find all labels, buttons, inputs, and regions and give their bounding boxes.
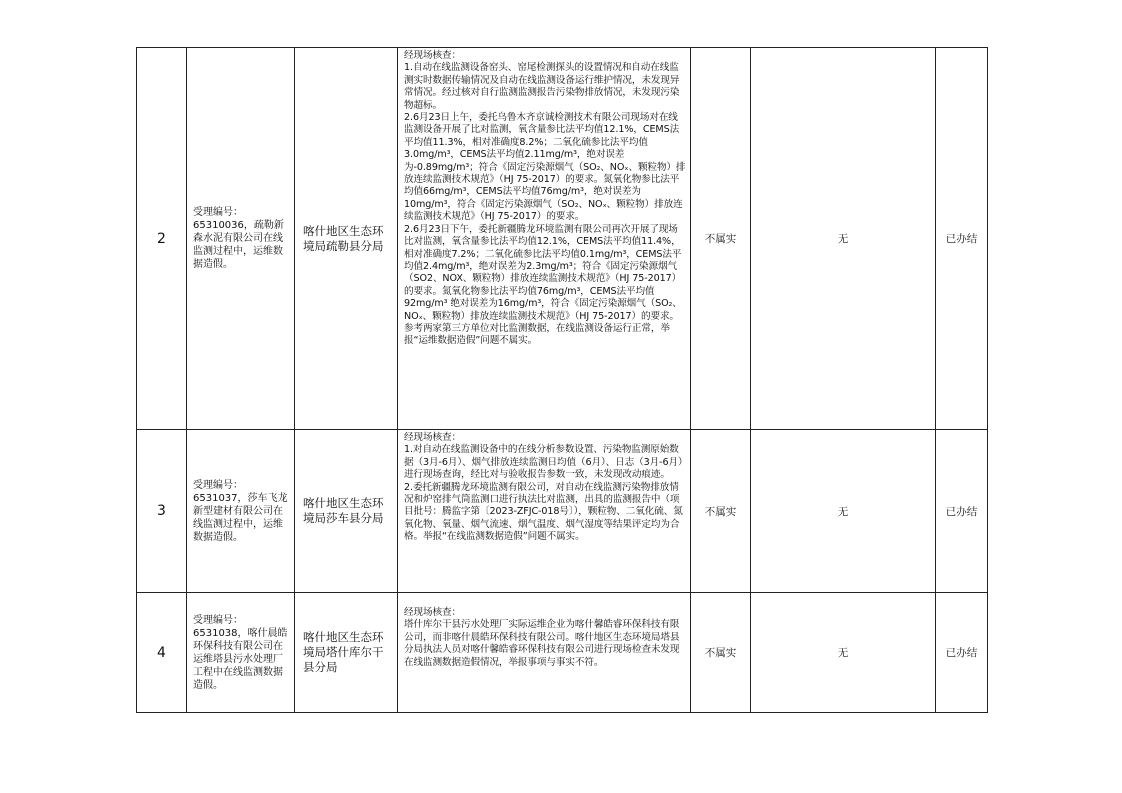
findings-paragraph: 1.自动在线监测设备窑头、窑尾检测探头的设置情况和自动在线监测实时数据传输情况及自动在线监测设备运行维护情况，未发现异常情况。经过核对自行监测监测报告污染物排放情况，未发现污染物超标。 bbox=[404, 62, 680, 111]
verdict: 不属实 bbox=[691, 48, 751, 430]
row-number: 2 bbox=[137, 48, 187, 430]
findings-paragraph: 经现场核查： bbox=[404, 607, 461, 618]
complaint-table bbox=[136, 47, 988, 713]
status-badge: 已办结 bbox=[936, 593, 988, 713]
verdict: 不属实 bbox=[691, 430, 751, 593]
verification-findings bbox=[398, 48, 691, 430]
responsible-department: 喀什地区生态环境局莎车县分局 bbox=[295, 430, 398, 593]
findings-paragraph: 2.6月23日下午，委托新疆腾龙环境监测有限公司再次开展了现场比对监测，氧含量参比法平均值12.1%，CEMS法平均值11.4%，相对准确度7.2%；二氧化硫参比法平均值0.1mg/m³，CEMS法平均值2.4mg/m³，绝对误差为2.3mg/m³；符合《固定污染源烟气（SO2、NOX、颗粒物）排放连续监测技术规范》（HJ 75-2017）的要求。氮氧化物参比法平均值76mg/m³，CEMS法平均值92mg/m³ 绝对误差为16mg/m³，符合《固定污染源烟气（SO₂、NOₓ、颗粒物）排放连续监测技术规范》（HJ 75-2017）的要求。参考两家第三方单位对比监测数据，在线监测设备运行正常，举报“运维数据造假”问题不属实。 bbox=[404, 223, 682, 347]
verification-findings bbox=[398, 430, 691, 593]
table-row bbox=[137, 430, 988, 593]
findings-paragraph: 2.委托新疆腾龙环境监测有限公司，对自动在线监测污染物排放情况和炉窑排气筒监测口进行执法比对监测，出具的监测报告中（项目批号：腾监字第〔2023-ZFJC-018号〕），颗粒物、二氧化硫、氮氧化物、氧量、烟气流速、烟气温度、烟气湿度等结果评定均为合格。举报“在线监测数据造假”问题不属实。 bbox=[404, 481, 683, 543]
row-number: 4 bbox=[137, 593, 187, 713]
rectification-measures: 无 bbox=[751, 48, 936, 430]
findings-paragraph: 塔什库尔干县污水处理厂实际运维企业为喀什馨皓睿环保科技有限公司，而非喀什晨皓环保科技有限公司。喀什地区生态环境局塔县分局执法人员对喀什馨皓睿环保科技有限公司进行现场检查未发现在线监测数据造假情况，举报事项与事实不符。 bbox=[404, 619, 680, 668]
verification-findings bbox=[398, 593, 691, 713]
responsible-department: 喀什地区生态环境局疏勒县分局 bbox=[295, 48, 398, 430]
rectification-measures: 无 bbox=[751, 593, 936, 713]
complaint-item: 受理编号：6531037，莎车飞龙新型建材有限公司在线监测过程中，运维数据造假。 bbox=[187, 430, 295, 593]
status-badge: 已办结 bbox=[936, 48, 988, 430]
findings-paragraph: 1.对自动在线监测设备中的在线分析参数设置、污染物监测原始数据（3月-6月）、烟气排放连续监测日均值（6月）、日志（3月-6月）进行现场查询，经比对与验收报告参数一致，未发现改动痕迹。 bbox=[404, 444, 683, 481]
findings-paragraph: 经现场核查： bbox=[404, 432, 461, 443]
table-row bbox=[137, 593, 988, 713]
findings-paragraph: 经现场核查： bbox=[404, 50, 461, 61]
status-badge: 已办结 bbox=[936, 430, 988, 593]
findings-paragraph: 2.6月23日上午，委托乌鲁木齐京诚检测技术有限公司现场对在线监测设备开展了比对监测，氧含量参比法平均值12.1%，CEMS法平均值11.3%，相对准确度8.2%；二氧化硫参比法平均值3.0mg/m³，CEMS法平均值2.11mg/m³，绝对误差为-0.89mg/m³；符合《固定污染源烟气（SO₂、NOₓ、颗粒物）排放连续监测技术规范》（HJ 75-2017）的要求。氮氧化物参比法平均值66mg/m³，CEMS法平均值76mg/m³，绝对误差为10mg/m³，符合《固定污染源烟气（SO₂、NOₓ、颗粒物）排放连续监测技术规范》（HJ 75-2017）的要求。 bbox=[404, 112, 686, 223]
verdict: 不属实 bbox=[691, 593, 751, 713]
complaint-item: 受理编号：6531038，喀什晨皓环保科技有限公司在运维塔县污水处理厂工程中在线监测数据造假。 bbox=[187, 593, 295, 713]
complaint-item: 受理编号：65310036，疏勒新森水泥有限公司在线监测过程中，运维数据造假。 bbox=[187, 48, 295, 430]
table-row bbox=[137, 48, 988, 430]
row-number: 3 bbox=[137, 430, 187, 593]
rectification-measures: 无 bbox=[751, 430, 936, 593]
responsible-department: 喀什地区生态环境局塔什库尔干县分局 bbox=[295, 593, 398, 713]
